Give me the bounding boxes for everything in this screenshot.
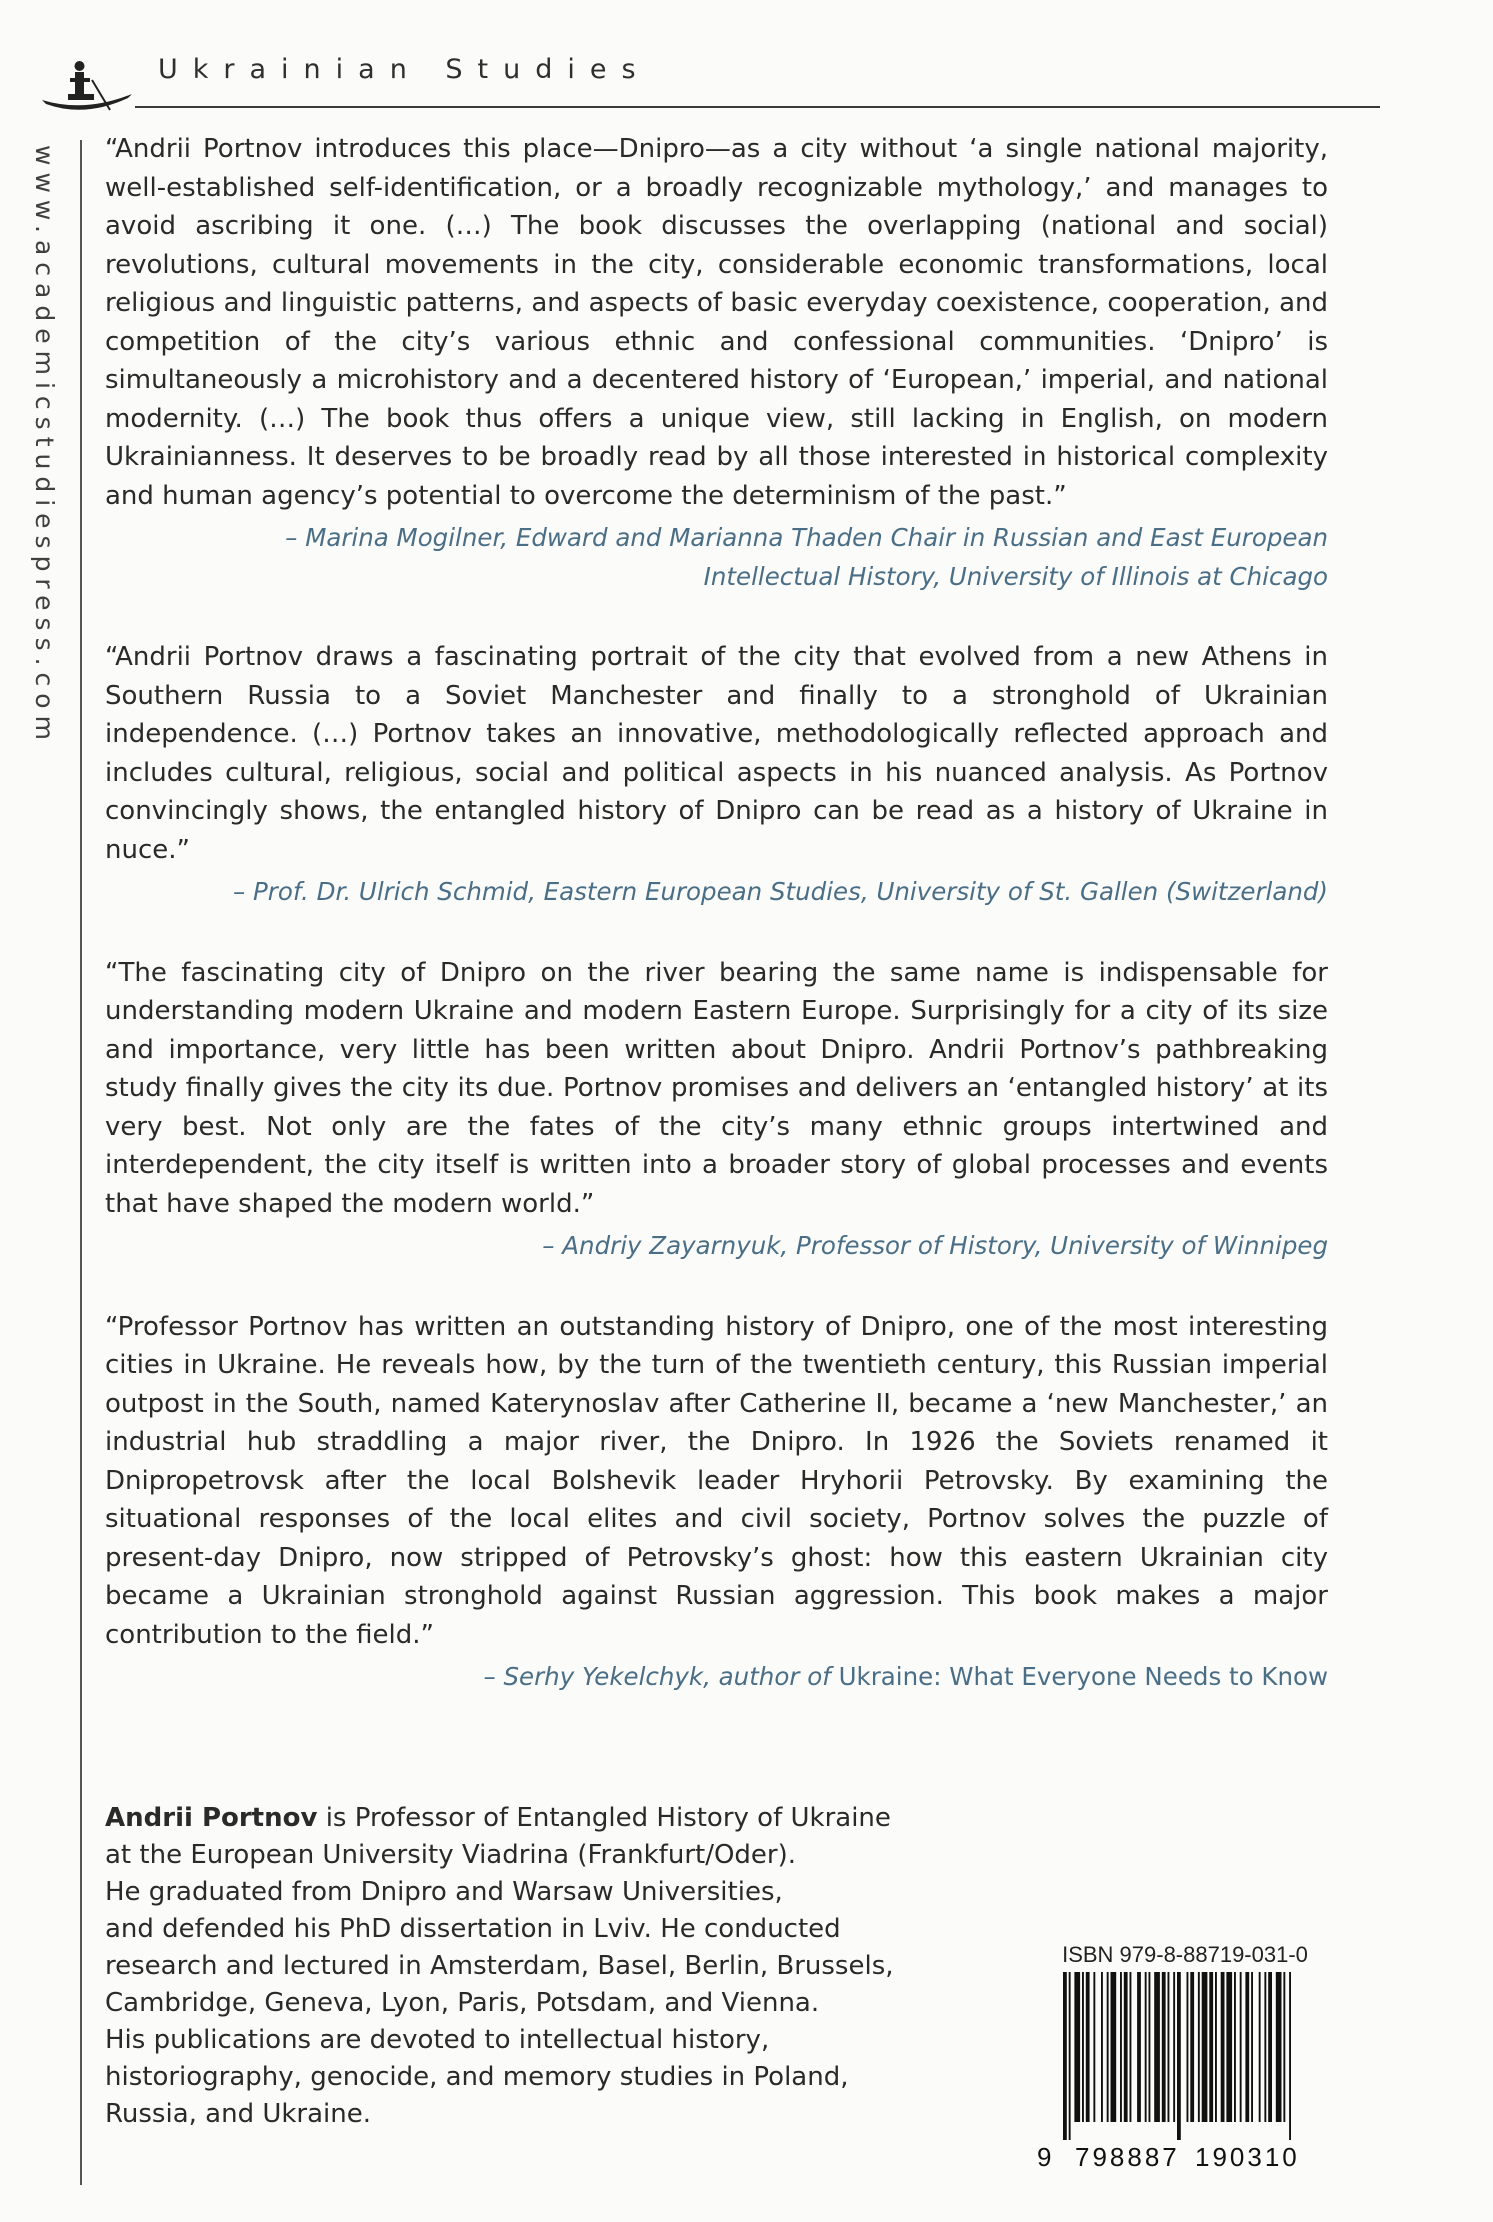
bio-line: He graduated from Dnipro and Warsaw Universities, bbox=[105, 1877, 783, 1907]
quote-attribution bbox=[105, 1658, 1328, 1697]
endorsements bbox=[105, 130, 1328, 1739]
quote-attribution bbox=[105, 1227, 1328, 1266]
author-name: Andrii Portnov bbox=[105, 1803, 318, 1833]
side-divider bbox=[80, 140, 82, 2185]
endorsement-quote bbox=[105, 638, 1328, 912]
page-header bbox=[40, 48, 1350, 118]
quote-text: “Professor Portnov has written an outstanding history of Dnipro, one of the most interesting cities in Ukraine. He reveals how, by the turn of the twentieth century, this Russian imperial outpost in the South, named Katerynoslav after Catherine II, became a ‘new Manchester,’ an industrial hub straddling a major river, the Dnipro. In 1926 the Soviets renamed it Dnipropetrovsk after the local Bolshevik leader Hryhorii Petrovsky. By examining the situational responses of the local elites and civil society, Portnov solves the puzzle of present-day Dnipro, now stripped of Petrovsky’s ghost: how this eastern Ukrainian city became a Ukrainian stronghold against Russian aggression. This book makes a major contribution to the field.” bbox=[105, 1311, 1328, 1650]
attribution-line: Intellectual History, University of Illinois at Chicago bbox=[703, 561, 1328, 591]
attribution-line: – Andriy Zayarnyuk, Professor of History, University of Winnipeg bbox=[542, 1231, 1328, 1260]
bio-line: Russia, and Ukraine. bbox=[105, 2099, 372, 2129]
quote-attribution bbox=[105, 519, 1328, 596]
barcode-digits-right: 190310 bbox=[1195, 2142, 1300, 2172]
quote-text: “The fascinating city of Dnipro on the river bearing the same name is indispensable for understanding modern Ukraine and modern Eastern Europe. Surprisingly for a city of its size and importance, very little has been written about Dnipro. Andrii Portnov’s pathbreaking study finally gives the city its due. Portnov promises and delivers an ‘entangled history’ at its very best. Not only are the fates of the city’s many ethnic groups intertwined and interdependent, the city itself is written into a broader story of global processes and events that have shaped the modern world.” bbox=[105, 957, 1328, 1219]
bio-line: and defended his PhD dissertation in Lviv. He conducted bbox=[105, 1914, 841, 1944]
isbn-barcode bbox=[1035, 1942, 1365, 2172]
bio-line: historiography, genocide, and memory studies in Poland, bbox=[105, 2062, 849, 2092]
endorsement-quote bbox=[105, 954, 1328, 1266]
bio-line: Cambridge, Geneva, Lyon, Paris, Potsdam, and Vienna. bbox=[105, 1988, 820, 2018]
attribution-book-title: Ukraine: What Everyone Needs to Know bbox=[838, 1662, 1328, 1691]
bio-text: is Professor of Entangled History of Ukraine bbox=[317, 1803, 891, 1833]
bio-line: research and lectured in Amsterdam, Basel, Berlin, Brussels, bbox=[105, 1951, 894, 1981]
quote-text: “Andrii Portnov introduces this place—Dnipro—as a city without ‘a single national majority, well-established self-identification, or a broadly recognizable mythology,’ and manages to avoid ascribing it one. (…) The book discusses the overlapping (national and social) revolutions, cultural movements in the city, considerable economic transformations, local religious and linguistic patterns, and aspects of basic everyday coexistence, cooperation, and competition of the city’s various ethnic and confessional communities. ‘Dnipro’ is simultaneously a microhistory and a decentered history of ‘European,’ imperial, and national modernity. (…) The book thus offers a unique view, still lacking in English, on modern Ukrainianness. It deserves to be broadly read by all those interested in historical complexity and human agency’s potential to overcome the determinism of the past.” bbox=[105, 134, 1328, 511]
attribution-line: – Prof. Dr. Ulrich Schmid, Eastern European Studies, University of St. Gallen (Switzerland) bbox=[232, 877, 1328, 906]
quote-attribution bbox=[105, 873, 1328, 912]
publisher-url: www.academicstudiespress.com bbox=[30, 145, 59, 747]
attribution-line: – Marina Mogilner, Edward and Marianna Thaden Chair in Russian and East European bbox=[285, 523, 1328, 552]
boat-with-figure-icon bbox=[40, 58, 135, 118]
barcode-digit-first: 9 bbox=[1037, 2142, 1052, 2172]
bio-line: His publications are devoted to intellectual history, bbox=[105, 2025, 770, 2055]
barcode-digits-left: 798887 bbox=[1075, 2142, 1180, 2172]
series-title: Ukrainian Studies bbox=[158, 54, 651, 85]
isbn-label: ISBN 979-8-88719-031-0 bbox=[1062, 1942, 1308, 1967]
header-divider bbox=[135, 106, 1380, 108]
author-bio bbox=[105, 1800, 965, 2133]
attribution-prefix: – Serhy Yekelchyk, author of bbox=[483, 1662, 839, 1691]
bio-line: at the European University Viadrina (Frankfurt/Oder). bbox=[105, 1840, 797, 1870]
barcode-icon bbox=[1035, 1972, 1335, 2142]
endorsement-quote bbox=[105, 1308, 1328, 1697]
endorsement-quote bbox=[105, 130, 1328, 596]
bio-line bbox=[105, 1800, 965, 1837]
quote-text: “Andrii Portnov draws a fascinating portrait of the city that evolved from a new Athens in Southern Russia to a Soviet Manchester and finally to a stronghold of Ukrainian independence. (…) Portnov takes an innovative, methodologically reflected approach and includes cultural, religious, social and political aspects in his nuanced analysis. As Portnov convincingly shows, the entangled history of Dnipro can be read as a history of Ukraine in nuce.” bbox=[105, 642, 1328, 865]
